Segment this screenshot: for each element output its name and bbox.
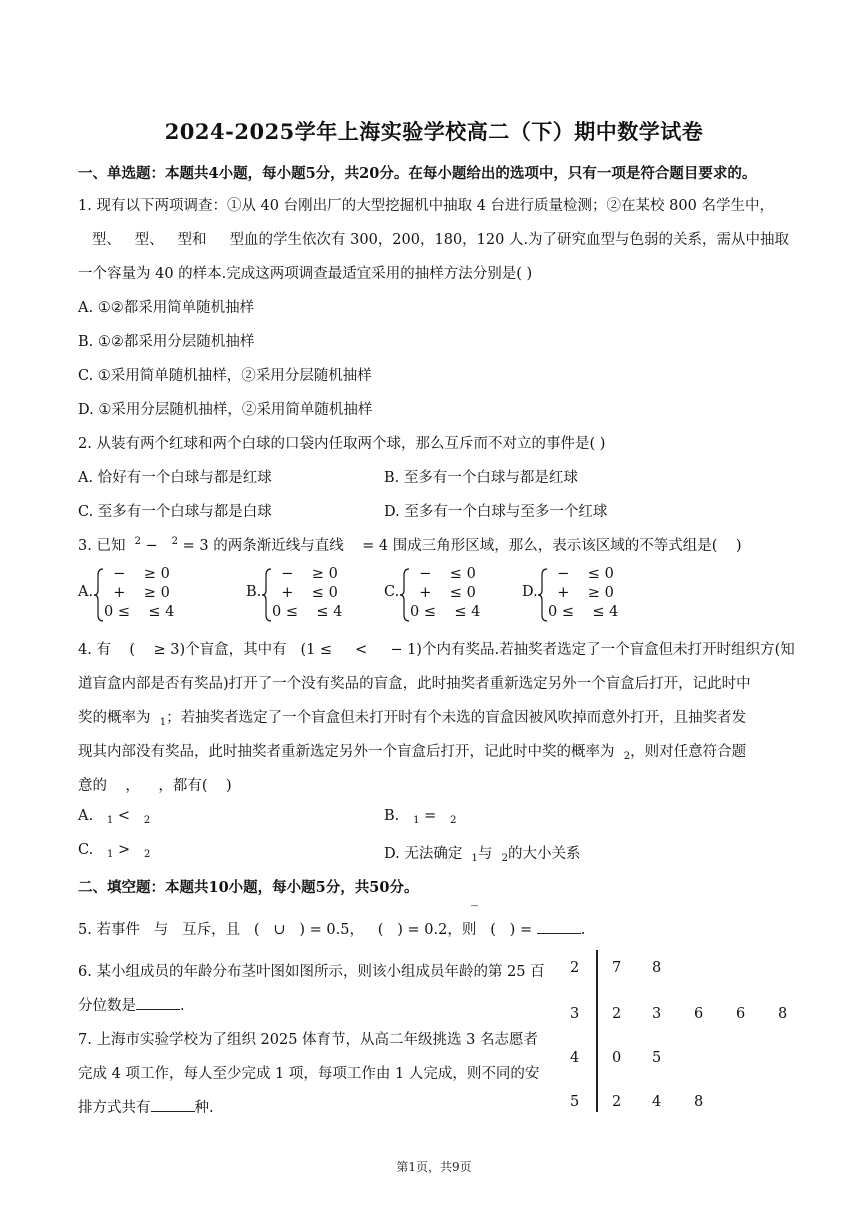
q3-option-a — [78, 566, 228, 622]
q1-option-b: B. ①②都采用分层随机抽样 — [78, 334, 255, 350]
q5-complement-bar: ‾ — [471, 904, 478, 920]
q4-option-a-sub-2: 2 — [143, 815, 151, 826]
q3-sup-2: 2 — [171, 536, 179, 547]
leaf: 4 — [652, 1094, 662, 1110]
q1-line-3: 一个容量为 40 的样本.完成这两项调查最适宜采用的抽样方法分别是( ) — [78, 266, 533, 282]
q2-option-d: D. 至多有一个白球与至多一个红球 — [384, 504, 608, 520]
q4-option-b-rel: = — [424, 808, 437, 824]
q6-answer-blank[interactable] — [136, 997, 180, 1010]
q4-line-2: 道盲盒内部是否有奖品)打开了一个没有奖品的盲盒，此时抽奖者重新选定另外一个盲盒后打开，记此时中 — [78, 676, 751, 692]
leaf: 2 — [612, 1094, 622, 1110]
q4-line-4-b: ，则对任意符合题 — [630, 744, 747, 760]
q4-sub-1: 1 — [159, 717, 167, 728]
section-2-heading: 二、填空题：本题共10小题，每小题5分，共50分。 — [78, 879, 419, 896]
stem-3: 3 — [570, 1006, 580, 1022]
q7-line-3 — [78, 1096, 214, 1117]
q7-answer-blank[interactable] — [151, 1099, 195, 1112]
q3-option-b-row-3: 0 ≤ ≤ 4 — [272, 604, 343, 620]
q4-line-3-b: ；若抽奖者选定了一个盲盒但未打开时有个未选的盲盒因被风吹掉而意外打开，且抽奖者发 — [166, 710, 747, 726]
q4-option-c-label: C. — [78, 842, 94, 858]
page-title: 2024-2025学年上海实验学校高二（下）期中数学试卷 — [164, 119, 704, 144]
q3-option-d-row-1: − ≤ 0 — [548, 566, 614, 582]
leaf: 0 — [612, 1050, 622, 1066]
q3-option-d-label: D. — [522, 584, 538, 600]
q3-text-2: − — [145, 538, 158, 554]
q4-sub-2: 2 — [623, 751, 631, 762]
q4-option-a — [78, 808, 150, 826]
q1-option-c: C. ①采用简单随机抽样，②采用分层随机抽样 — [78, 368, 372, 384]
q3-option-d — [522, 566, 672, 622]
q3-stem — [78, 534, 742, 555]
q3-sup-1: 2 — [134, 536, 142, 547]
q4-option-c-sub-1: 1 — [107, 849, 114, 860]
q5-answer-blank[interactable] — [537, 921, 581, 934]
stem-4: 4 — [570, 1050, 580, 1066]
q7-line-2: 完成 4 项工作，每人至少完成 1 项，每项工作由 1 人完成，则不同的安 — [78, 1066, 540, 1082]
q2-stem: 2. 从装有两个红球和两个白球的口袋内任取两个球，那么互斥而不对立的事件是( ) — [78, 436, 606, 452]
q4-line-5: 意的 ， ，都有( ) — [78, 778, 232, 794]
q4-option-c — [78, 842, 150, 860]
q3-option-a-label: A. — [78, 584, 94, 600]
q4-line-1: 4. 有 ( ≥ 3)个盲盒，其中有 (1 ≤ < − 1)个内有奖品.若抽奖者选定了一个盲盒但未打开时组织方(知 — [78, 642, 795, 658]
q4-line-4 — [78, 740, 746, 762]
q3-option-b-label: B. — [246, 584, 262, 600]
q3-option-b — [246, 566, 396, 622]
q4-option-d-text-1: D. 无法确定 — [384, 846, 463, 862]
stem-leaf-divider — [596, 950, 598, 1112]
q3-option-b-row-2: + ≤ 0 — [272, 585, 338, 601]
q4-option-c-rel: > — [118, 842, 131, 858]
q7-text: 排方式共有 — [78, 1100, 151, 1116]
q4-option-c-sub-2: 2 — [143, 849, 151, 860]
leaf: 8 — [652, 960, 662, 976]
stem-5: 5 — [570, 1094, 580, 1110]
q2-option-c: C. 至多有一个白球与都是白球 — [78, 504, 272, 520]
leaf: 3 — [652, 1006, 662, 1022]
q4-option-a-rel: < — [117, 808, 131, 824]
q4-line-3 — [78, 706, 746, 728]
leaf: 8 — [694, 1094, 704, 1110]
q3-text-1: 3. 已知 — [78, 538, 126, 554]
q5-line — [78, 918, 585, 939]
q6-line-1: 6. 某小组成员的年龄分布茎叶图如图所示，则该小组成员年龄的第 25 百 — [78, 964, 545, 980]
stem-leaf-plot — [560, 950, 800, 1120]
q3-option-b-row-1: − ≥ 0 — [272, 566, 338, 582]
q7-line-1: 7. 上海市实验学校为了组织 2025 体育节，从高二年级挑选 3 名志愿者 — [78, 1032, 539, 1048]
q4-line-3-a: 奖的概率为 — [78, 710, 151, 726]
brace-icon — [262, 568, 272, 622]
q3-option-c-row-1: − ≤ 0 — [410, 566, 476, 582]
q3-option-c — [384, 566, 534, 622]
q4-option-d — [384, 842, 581, 864]
leaf: 6 — [694, 1006, 704, 1022]
q4-option-b — [384, 808, 456, 826]
stem-2: 2 — [570, 960, 580, 976]
q3-option-a-row-3: 0 ≤ ≤ 4 — [104, 604, 175, 620]
q3-option-d-row-2: + ≥ 0 — [548, 585, 614, 601]
brace-icon — [94, 568, 104, 622]
q4-option-b-label: B. — [384, 808, 400, 824]
q4-option-d-text-2: 与 — [477, 846, 493, 862]
q4-option-d-sub-1: 1 — [471, 853, 478, 864]
q4-option-a-label: A. — [78, 808, 94, 824]
q5-text: 5. 若事件 与 互斥，且 ( ∪ ) = 0.5， ( ) = 0.2，则 ( ) = — [78, 922, 537, 938]
q3-option-c-row-2: + ≤ 0 — [410, 585, 476, 601]
leaf: 6 — [736, 1006, 746, 1022]
q3-option-c-label: C. — [384, 584, 400, 600]
leaf: 8 — [778, 1006, 788, 1022]
q4-option-a-sub-1: 1 — [106, 815, 114, 826]
leaf: 5 — [652, 1050, 662, 1066]
q6-line-2 — [78, 994, 185, 1015]
q3-text-3: = 3 的两条渐近线与直线 = 4 围成三角形区域，那么，表示该区域的不等式组是( ) — [182, 538, 742, 554]
leaf: 2 — [612, 1006, 622, 1022]
q7-end: 种. — [194, 1100, 214, 1116]
q1-option-a: A. ①②都采用简单随机抽样 — [78, 300, 255, 316]
q3-option-c-row-3: 0 ≤ ≤ 4 — [410, 604, 481, 620]
q3-option-d-row-3: 0 ≤ ≤ 4 — [548, 604, 619, 620]
q1-line-1: 1. 现有以下两项调查：①从 40 台刚出厂的大型挖掘机中抽取 4 台进行质量检测；②在某校 800 名学生中， — [78, 198, 774, 214]
q4-option-d-text-3: 的大小关系 — [508, 846, 581, 862]
brace-icon — [538, 568, 548, 622]
q4-option-d-sub-2: 2 — [501, 853, 509, 864]
leaf: 7 — [612, 960, 622, 976]
brace-icon — [400, 568, 410, 622]
q3-option-a-row-1: − ≥ 0 — [104, 566, 170, 582]
q2-option-b: B. 至多有一个白球与都是红球 — [384, 470, 578, 486]
q4-option-b-sub-2: 2 — [450, 815, 457, 826]
page-footer: 第1页，共9页 — [396, 1160, 472, 1174]
q6-text: 分位数是 — [78, 998, 136, 1014]
q4-option-b-sub-1: 1 — [413, 815, 420, 826]
q3-option-a-row-2: + ≥ 0 — [104, 585, 170, 601]
q4-line-4-a: 现其内部没有奖品，此时抽奖者重新选定另外一个盲盒后打开，记此时中奖的概率为 — [78, 744, 615, 760]
q2-option-a: A. 恰好有一个白球与都是红球 — [78, 470, 272, 486]
q6-end: . — [180, 998, 185, 1014]
section-1-heading: 一、单选题：本题共4小题，每小题5分，共20分。在每小题给出的选项中，只有一项是符合题目要求的。 — [78, 165, 757, 182]
q5-end: . — [580, 922, 586, 938]
q1-option-d: D. ①采用分层随机抽样，②采用简单随机抽样 — [78, 402, 373, 418]
q1-line-2: 型、 型、 型和 型血的学生依次有 300，200，180，120 人.为了研究血型与色弱的关系，需从中抽取 — [78, 232, 790, 248]
